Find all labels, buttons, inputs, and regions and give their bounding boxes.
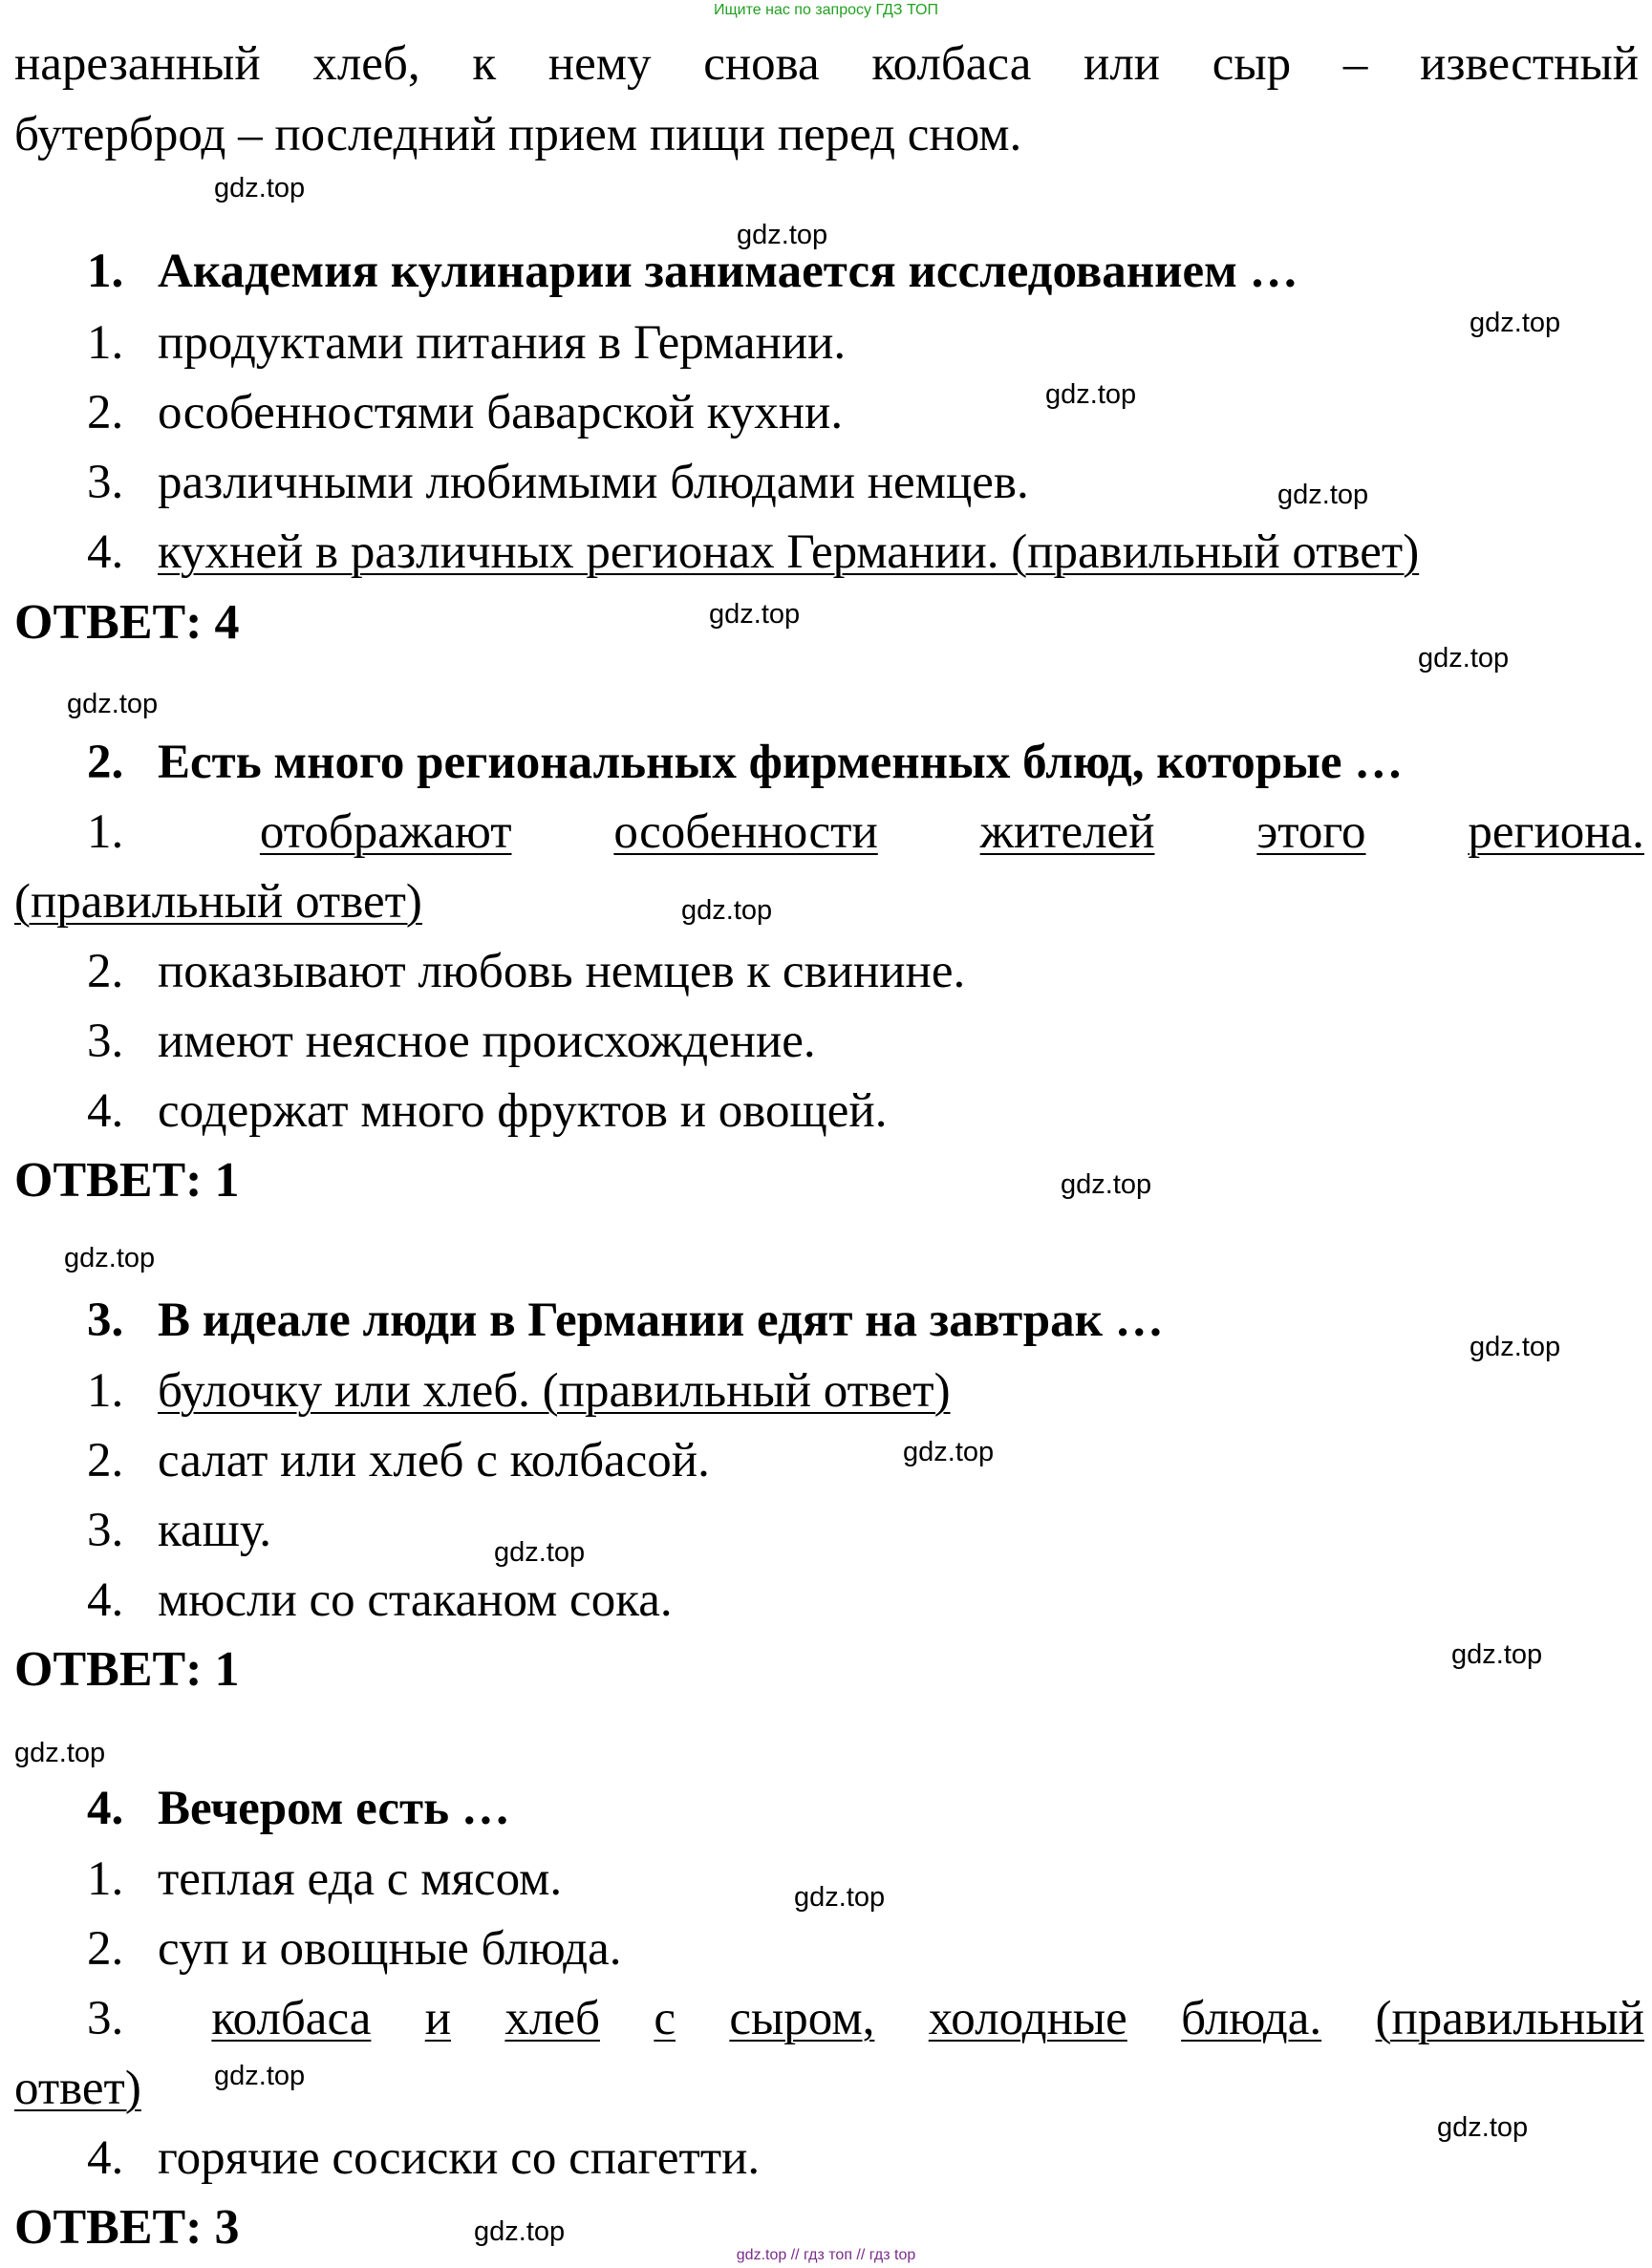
question-4-option-2 [87, 1921, 621, 1977]
option-number: 4. [87, 525, 124, 579]
option-number: 3. [87, 1992, 124, 2045]
option-number: 2. [87, 386, 124, 439]
option-word: и [424, 1992, 452, 2045]
question-number: 1. [87, 245, 124, 298]
watermark: gdz.top [474, 2216, 566, 2247]
option-number: 1. [87, 805, 124, 859]
question-2-option-4 [87, 1083, 887, 1139]
option-text: кашу. [158, 1504, 272, 1557]
watermark: gdz.top [14, 1738, 106, 1768]
option-word: колбаса [211, 1992, 372, 2045]
correct-option-text: ответ) [14, 2062, 141, 2115]
watermark: gdz.top [681, 895, 773, 926]
question-4-option-3 [87, 1991, 1644, 2046]
intro-line: нарезанный хлеб, к нему снова колбаса или сыр – известный [14, 37, 1639, 91]
watermark: gdz.top [64, 1243, 156, 1273]
question-4-option-1 [87, 1851, 562, 1907]
watermark: gdz.top [1418, 643, 1510, 674]
question-1-answer: ОТВЕТ: 4 [14, 595, 240, 650]
question-2-title [87, 735, 1403, 790]
option-word: сыром, [729, 1992, 875, 2045]
option-text: различными любимыми блюдами немцев. [158, 456, 1029, 509]
option-word: (правильный [1375, 1992, 1644, 2045]
question-1-title [87, 244, 1298, 299]
question-text: Вечером есть … [158, 1782, 510, 1835]
option-word: холодные [928, 1992, 1127, 2045]
option-text: имеют неясное происхождение. [158, 1015, 816, 1068]
question-4-title [87, 1781, 510, 1836]
option-word: жителей [979, 805, 1155, 859]
question-number: 2. [87, 736, 124, 789]
option-text: особенностями баварской кухни. [158, 386, 844, 439]
option-number: 2. [87, 1434, 124, 1487]
question-3-option-3 [87, 1503, 271, 1558]
question-2-option-1-continuation [14, 874, 422, 930]
option-text: содержат много фруктов и овощей. [158, 1084, 888, 1138]
question-number: 3. [87, 1294, 124, 1347]
option-word: этого [1256, 805, 1366, 859]
watermark: gdz.top [1451, 1639, 1543, 1670]
bottom-banner: gdz.top // гдз топ // гдз top [736, 2247, 916, 2263]
correct-option-text: кухней в различных регионах Германии. (правильный ответ) [158, 525, 1420, 579]
option-word: хлеб [504, 1992, 600, 2045]
question-text: Академия кулинарии занимается исследованием … [158, 245, 1298, 298]
question-2-option-2 [87, 944, 965, 999]
option-number: 4. [87, 2131, 124, 2185]
question-3-option-1 [87, 1363, 951, 1419]
option-number: 2. [87, 1922, 124, 1976]
correct-option-text: (правильный ответ) [14, 875, 422, 929]
option-word: особенности [613, 805, 878, 859]
watermark: gdz.top [1470, 308, 1561, 338]
watermark: gdz.top [214, 2061, 306, 2091]
option-number: 3. [87, 456, 124, 509]
option-word: блюда. [1181, 1992, 1322, 2045]
question-1-option-3 [87, 455, 1029, 510]
watermark: gdz.top [1045, 379, 1137, 410]
question-4-answer: ОТВЕТ: 3 [14, 2200, 240, 2255]
option-text: теплая еда с мясом. [158, 1852, 563, 1906]
question-2-option-3 [87, 1014, 816, 1069]
question-3-option-4 [87, 1573, 673, 1628]
question-4-option-4 [87, 2130, 760, 2186]
option-text: показывают любовь немцев к свинине. [158, 945, 966, 998]
option-number: 3. [87, 1504, 124, 1557]
intro-paragraph [14, 29, 1639, 170]
justified-line [87, 1991, 1644, 2046]
question-2-option-1 [87, 804, 1644, 860]
correct-option-text: булочку или хлеб. (правильный ответ) [158, 1364, 951, 1418]
top-banner: Ищите нас по запросу ГДЗ ТОП [714, 2, 938, 18]
watermark: gdz.top [1470, 1332, 1561, 1362]
intro-line: бутерброд – последний прием пищи перед сном. [14, 108, 1022, 161]
watermark: gdz.top [737, 220, 828, 250]
option-text: суп и овощные блюда. [158, 1922, 622, 1976]
option-text: мюсли со стаканом сока. [158, 1573, 673, 1627]
watermark: gdz.top [494, 1537, 586, 1568]
question-text: В идеале люди в Германии едят на завтрак … [158, 1294, 1164, 1347]
question-3-answer: ОТВЕТ: 1 [14, 1642, 240, 1697]
option-number: 2. [87, 945, 124, 998]
option-text: продуктами питания в Германии. [158, 316, 847, 370]
option-number: 4. [87, 1573, 124, 1627]
watermark: gdz.top [214, 173, 306, 203]
justified-line [87, 804, 1644, 860]
question-1-option-2 [87, 385, 843, 440]
question-1-option-4 [87, 524, 1419, 580]
option-text: горячие сосиски со спагетти. [158, 2131, 761, 2185]
option-number: 1. [87, 1364, 124, 1418]
option-word: региона. [1468, 805, 1644, 859]
watermark: gdz.top [709, 599, 801, 630]
option-word: отображают [259, 805, 512, 859]
question-2-answer: ОТВЕТ: 1 [14, 1153, 240, 1208]
question-4-option-3-continuation [14, 2061, 141, 2116]
watermark: gdz.top [1061, 1169, 1152, 1200]
option-word: с [654, 1992, 676, 2045]
option-number: 1. [87, 316, 124, 370]
watermark: gdz.top [67, 689, 159, 719]
question-number: 4. [87, 1782, 124, 1835]
watermark: gdz.top [903, 1437, 995, 1467]
question-1-option-1 [87, 315, 846, 371]
watermark: gdz.top [1437, 2112, 1529, 2143]
option-text: салат или хлеб с колбасой. [158, 1434, 710, 1487]
option-number: 4. [87, 1084, 124, 1138]
question-text: Есть много региональных фирменных блюд, которые … [158, 736, 1404, 789]
watermark: gdz.top [1277, 480, 1369, 510]
option-number: 3. [87, 1015, 124, 1068]
watermark: gdz.top [794, 1882, 886, 1913]
question-3-title [87, 1293, 1164, 1348]
option-number: 1. [87, 1852, 124, 1906]
question-3-option-2 [87, 1433, 710, 1488]
